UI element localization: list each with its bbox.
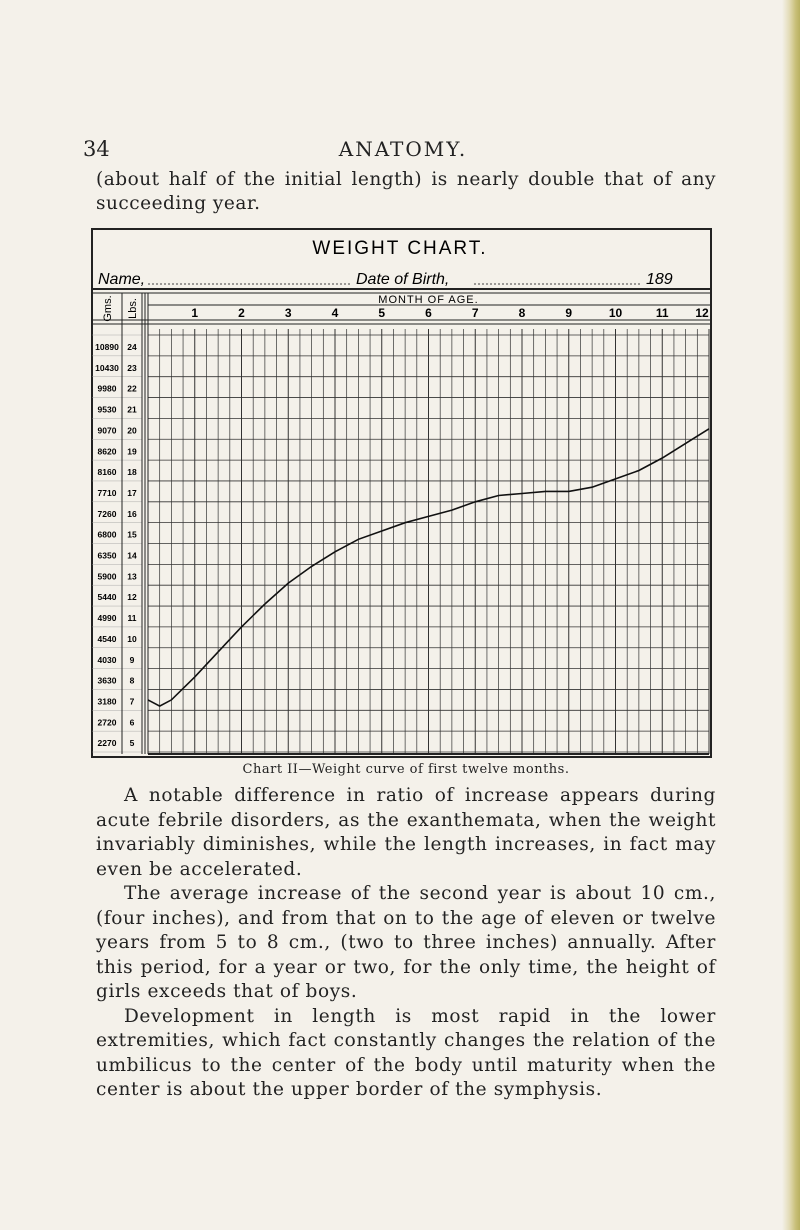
paragraph: Development in length is most rapid in the lower extremities, which fact constantly changes the relation of the umbilicus to the center of the body until maturity when the center is about the upper border of the symphysis. xyxy=(96,1005,716,1100)
x-tick-label: 5 xyxy=(378,306,386,320)
lbs-tick-label: 14 xyxy=(127,550,137,561)
intro-paragraph: (about half of the initial length) is nearly double that of any succeeding year. xyxy=(96,169,716,214)
gms-tick-label: 10430 xyxy=(95,362,119,373)
x-tick-label: 11 xyxy=(655,306,669,320)
form-title: WEIGHT CHART. xyxy=(312,238,488,259)
x-tick-label: 9 xyxy=(565,306,573,320)
lbs-tick-label: 22 xyxy=(127,383,137,394)
y-right-label: Lbs. xyxy=(127,298,139,319)
gms-tick-label: 6350 xyxy=(97,550,117,561)
x-tick-label: 8 xyxy=(518,306,526,320)
gms-tick-label: 8620 xyxy=(97,446,117,457)
gms-tick-label: 8160 xyxy=(97,467,117,478)
gms-tick-label: 6800 xyxy=(97,529,117,540)
x-tick-label: 3 xyxy=(284,306,292,320)
gms-tick-label: 10890 xyxy=(95,342,119,353)
lbs-tick-label: 5 xyxy=(129,738,135,749)
gms-tick-label: 4990 xyxy=(97,613,117,624)
lbs-tick-label: 15 xyxy=(127,529,137,540)
lbs-tick-label: 11 xyxy=(127,613,137,624)
gms-tick-label: 5440 xyxy=(97,592,117,603)
gms-tick-label: 4030 xyxy=(97,654,117,665)
page-number: 34 xyxy=(83,137,110,161)
page-edge xyxy=(782,0,800,1230)
chart-grid xyxy=(92,329,709,754)
gms-tick-label: 9980 xyxy=(97,383,117,394)
y-left-label: Gms. xyxy=(102,295,114,322)
gms-tick-label: 3180 xyxy=(97,696,117,707)
x-tick-label: 6 xyxy=(425,306,432,320)
dob-label: Date of Birth, xyxy=(356,271,450,288)
x-tick-label: 2 xyxy=(238,306,245,320)
lbs-tick-label: 7 xyxy=(129,696,135,707)
lbs-tick-label: 12 xyxy=(127,592,137,603)
gms-tick-label: 5900 xyxy=(97,571,117,582)
page-header xyxy=(83,137,723,167)
x-tick-label: 12 xyxy=(695,306,709,320)
name-label: Name, xyxy=(98,271,146,288)
lbs-tick-label: 17 xyxy=(127,487,137,498)
gms-tick-label: 7260 xyxy=(97,508,117,519)
gms-tick-label: 9070 xyxy=(97,425,117,436)
lbs-tick-label: 6 xyxy=(129,717,135,728)
x-tick-label: 4 xyxy=(331,306,339,320)
x-tick-label: 1 xyxy=(191,306,199,320)
gms-tick-label: 9530 xyxy=(97,404,117,415)
lbs-tick-label: 21 xyxy=(127,404,137,415)
gms-tick-label: 2270 xyxy=(97,738,117,749)
lbs-tick-label: 16 xyxy=(127,508,137,519)
year-label: 189 xyxy=(646,271,673,288)
lbs-tick-label: 18 xyxy=(127,467,137,478)
lbs-tick-label: 8 xyxy=(129,675,135,686)
gms-tick-label: 7710 xyxy=(97,487,117,498)
chart-caption: Chart II—Weight curve of first twelve months. xyxy=(242,762,570,777)
x-axis-title: MONTH OF AGE. xyxy=(378,294,479,306)
lbs-tick-label: 24 xyxy=(127,342,137,353)
x-tick-label: 10 xyxy=(608,306,623,320)
lbs-tick-label: 13 xyxy=(127,571,137,582)
body-text xyxy=(96,784,716,1103)
paragraph: The average increase of the second year is about 10 cm., (four inches), and from that on to the age of eleven or twelve years from 5 to 8 cm., (two to three inches) annually. After this period, for a year or two, for the only time, the height of girls exceeds that of boys. xyxy=(96,883,716,1002)
x-tick-label: 7 xyxy=(471,306,479,320)
lbs-tick-label: 23 xyxy=(127,362,137,373)
paragraph: A notable difference in ratio of increase appears during acute febrile disorders, as the exanthemata, when the weight invariably diminishes, while the length increases, in fact may even be accelerated. xyxy=(96,785,716,880)
gms-tick-label: 4540 xyxy=(97,633,117,644)
lbs-tick-label: 10 xyxy=(127,633,137,644)
weight-chart xyxy=(90,227,715,760)
lbs-tick-label: 9 xyxy=(129,654,135,665)
lbs-tick-label: 19 xyxy=(127,446,137,457)
running-head: ANATOMY. xyxy=(338,137,468,161)
lbs-tick-label: 20 xyxy=(127,425,137,436)
gms-tick-label: 2720 xyxy=(97,717,117,728)
gms-tick-label: 3630 xyxy=(97,675,117,686)
